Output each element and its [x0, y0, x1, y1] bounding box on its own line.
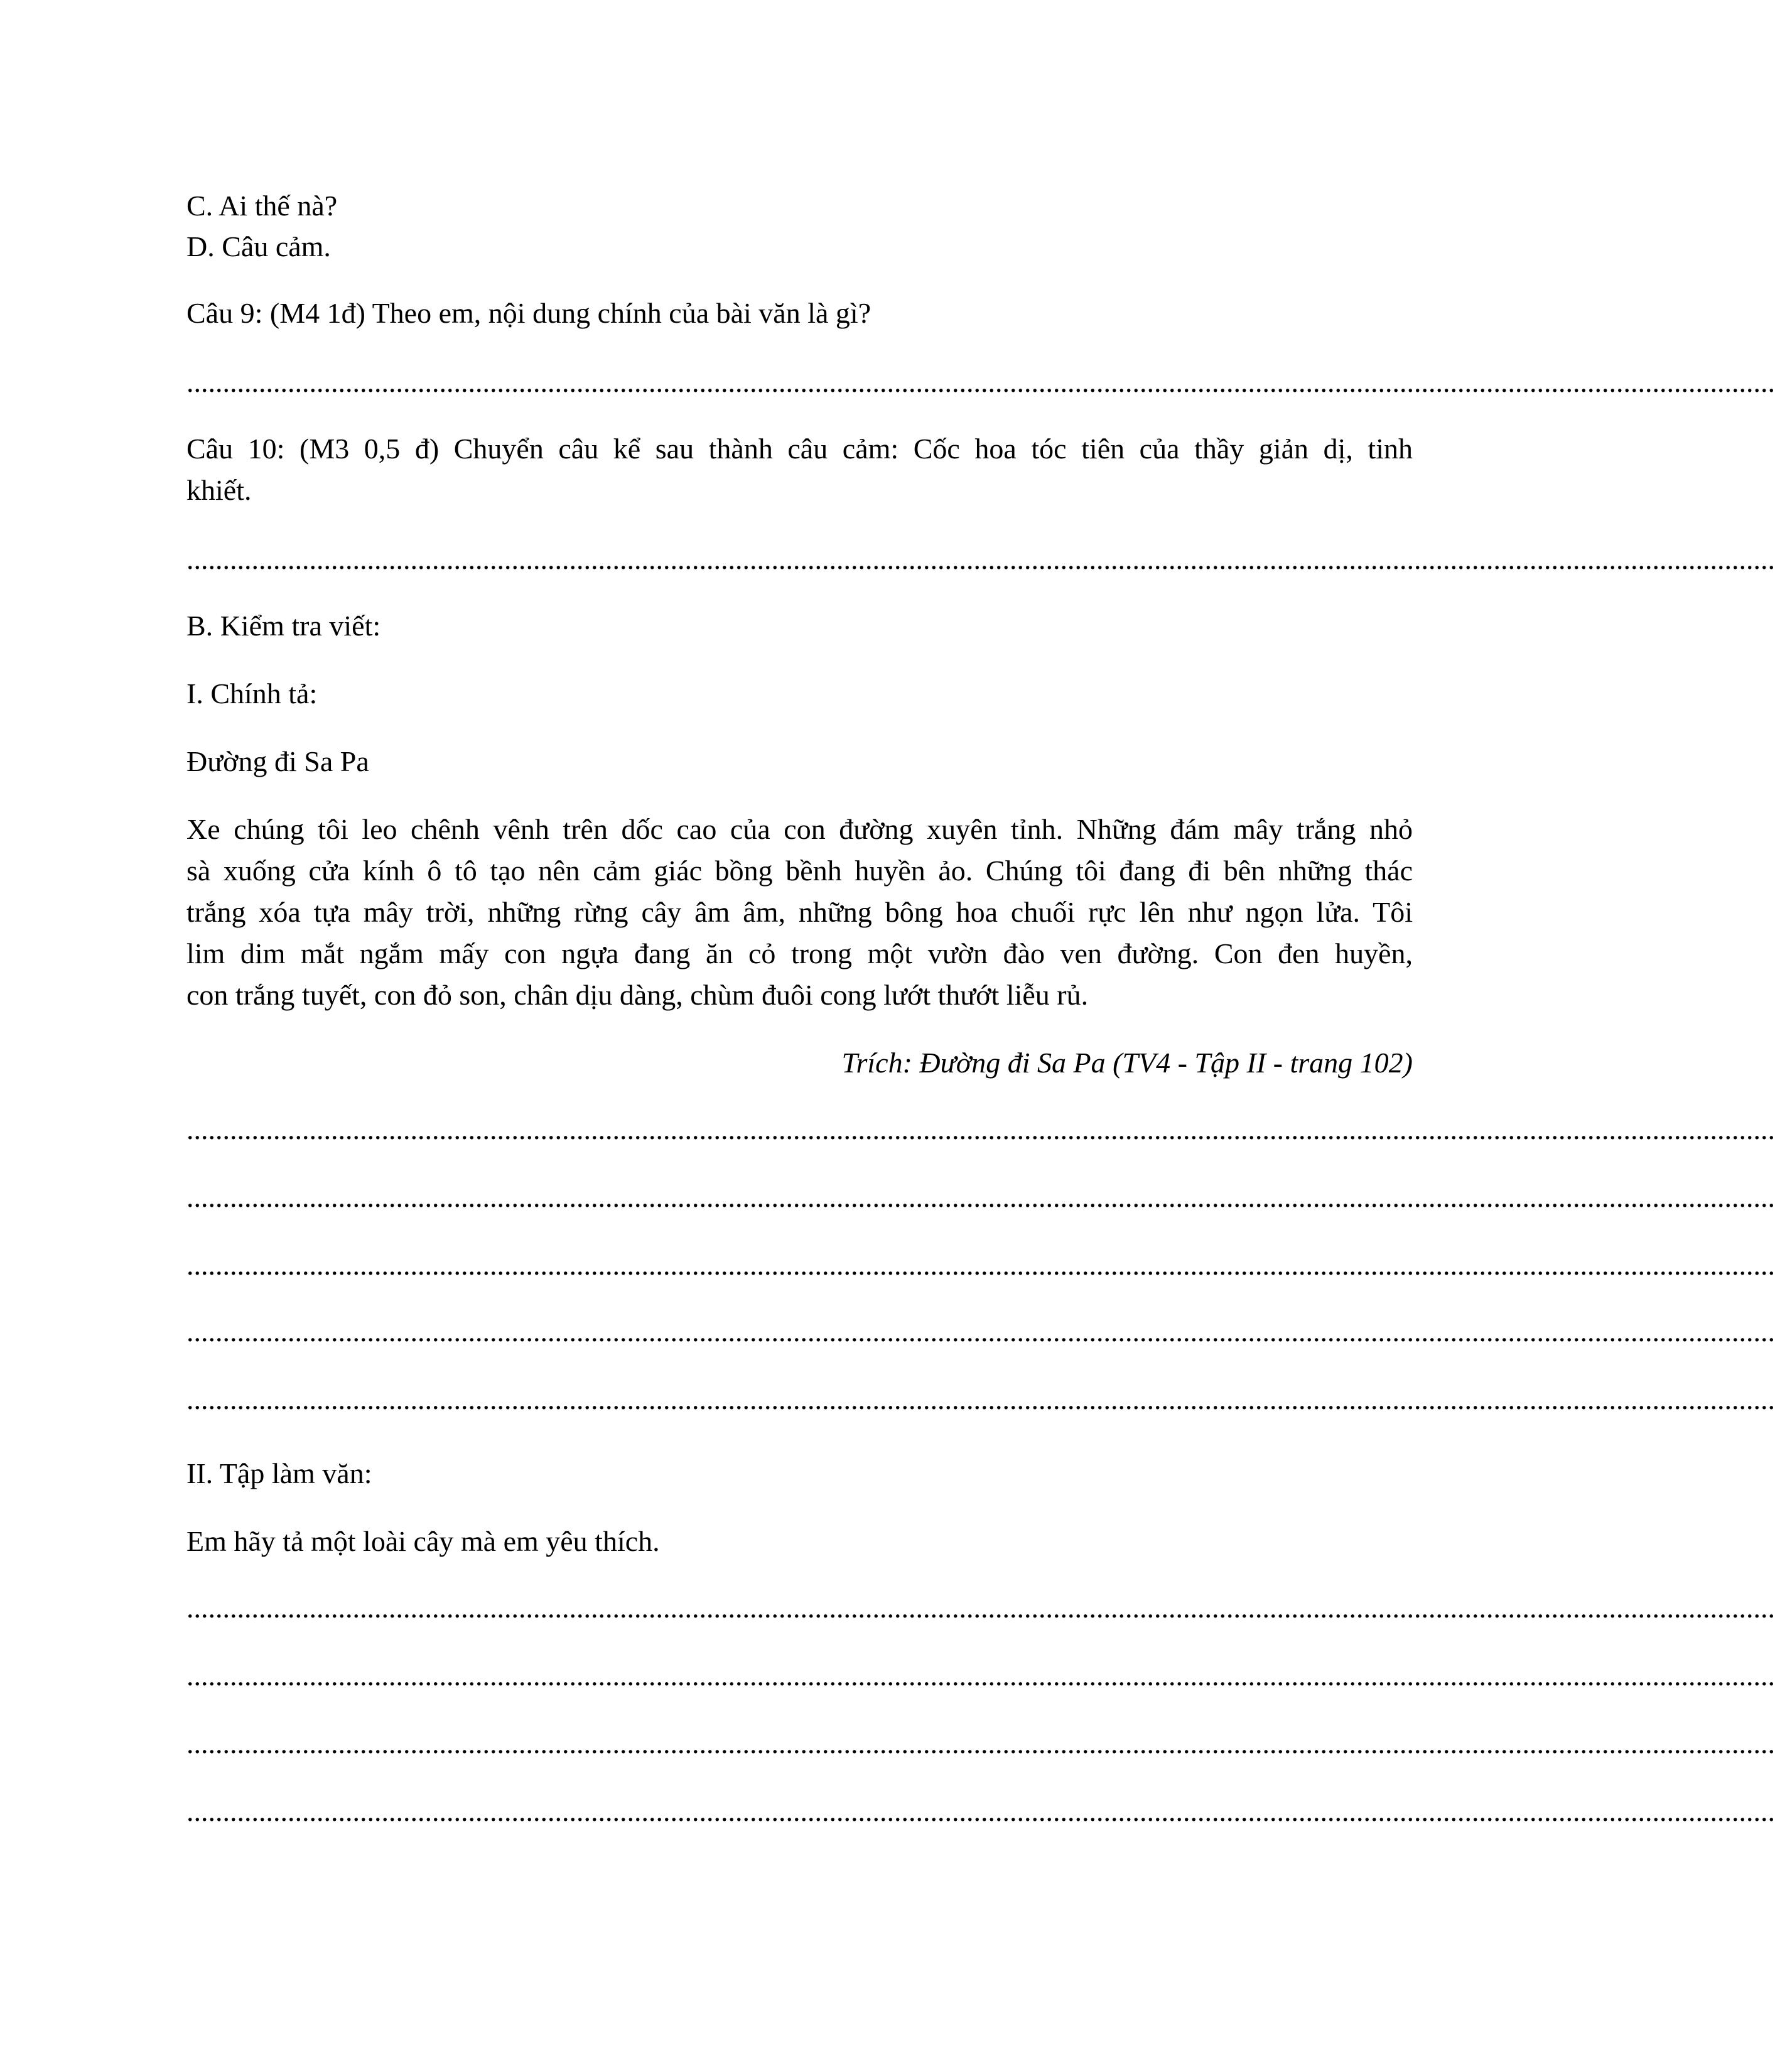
composition-answer-line[interactable]: ............................................................................................................................................................................................................................ — [186, 1795, 1775, 1827]
passage-title: Đường đi Sa Pa — [186, 745, 369, 777]
option-c: C. Ai thế nà? — [186, 190, 338, 222]
section-title-writing: B. Kiểm tra viết: — [186, 610, 381, 642]
answer-line-q9[interactable]: ............................................................................................................................................................................................................................ — [186, 366, 1775, 398]
passage-line: Xe chúng tôi leo chênh vênh trên dốc cao của con đường xuyên tỉnh. Những đám mây trắng nhỏ — [186, 813, 1413, 845]
dictation-answer-line[interactable]: ............................................................................................................................................................................................................................ — [186, 1383, 1775, 1415]
passage-line: trắng xóa tựa mây trời, những rừng cây âm âm, những bông hoa chuối rực lên như ngọn lửa. Tôi — [186, 896, 1413, 928]
dictation-answer-line[interactable]: ............................................................................................................................................................................................................................ — [186, 1249, 1775, 1281]
question-10-line-2: khiết. — [186, 474, 252, 506]
dictation-answer-line[interactable]: ............................................................................................................................................................................................................................ — [186, 1181, 1775, 1213]
passage-line: con trắng tuyết, con đỏ son, chân dịu dàng, chùm đuôi cong lướt thướt liễu rủ. — [186, 979, 1089, 1011]
dictation-answer-line[interactable]: ............................................................................................................................................................................................................................ — [186, 1113, 1775, 1145]
dictation-answer-line[interactable]: ............................................................................................................................................................................................................................ — [186, 1315, 1775, 1347]
question-10-line-1: Câu 10: (M3 0,5 đ) Chuyển câu kể sau thành câu cảm: Cốc hoa tóc tiên của thầy giản dị, tinh — [186, 433, 1413, 465]
dictation-title: I. Chính tả: — [186, 677, 318, 710]
composition-answer-line[interactable]: ............................................................................................................................................................................................................................ — [186, 1727, 1775, 1759]
passage-line: sà xuống cửa kính ô tô tạo nên cảm giác bồng bềnh huyền ảo. Chúng tôi đang đi bên những thác — [186, 855, 1413, 887]
passage-citation: Trích: Đường đi Sa Pa (TV4 - Tập II - trang 102) — [841, 1047, 1413, 1079]
answer-line-q10[interactable]: ............................................................................................................................................................................................................................ — [186, 543, 1775, 575]
question-9: Câu 9: (M4 1đ) Theo em, nội dung chính của bài văn là gì? — [186, 297, 871, 329]
composition-answer-line[interactable]: ............................................................................................................................................................................................................................ — [186, 1659, 1775, 1692]
composition-prompt: Em hãy tả một loài cây mà em yêu thích. — [186, 1525, 660, 1557]
option-d: D. Câu cảm. — [186, 230, 331, 262]
passage-line: lim dim mắt ngắm mấy con ngựa đang ăn cỏ trong một vườn đào ven đường. Con đen huyền, — [186, 937, 1413, 969]
composition-answer-line[interactable]: ............................................................................................................................................................................................................................ — [186, 1592, 1775, 1624]
composition-title: II. Tập làm văn: — [186, 1457, 372, 1489]
